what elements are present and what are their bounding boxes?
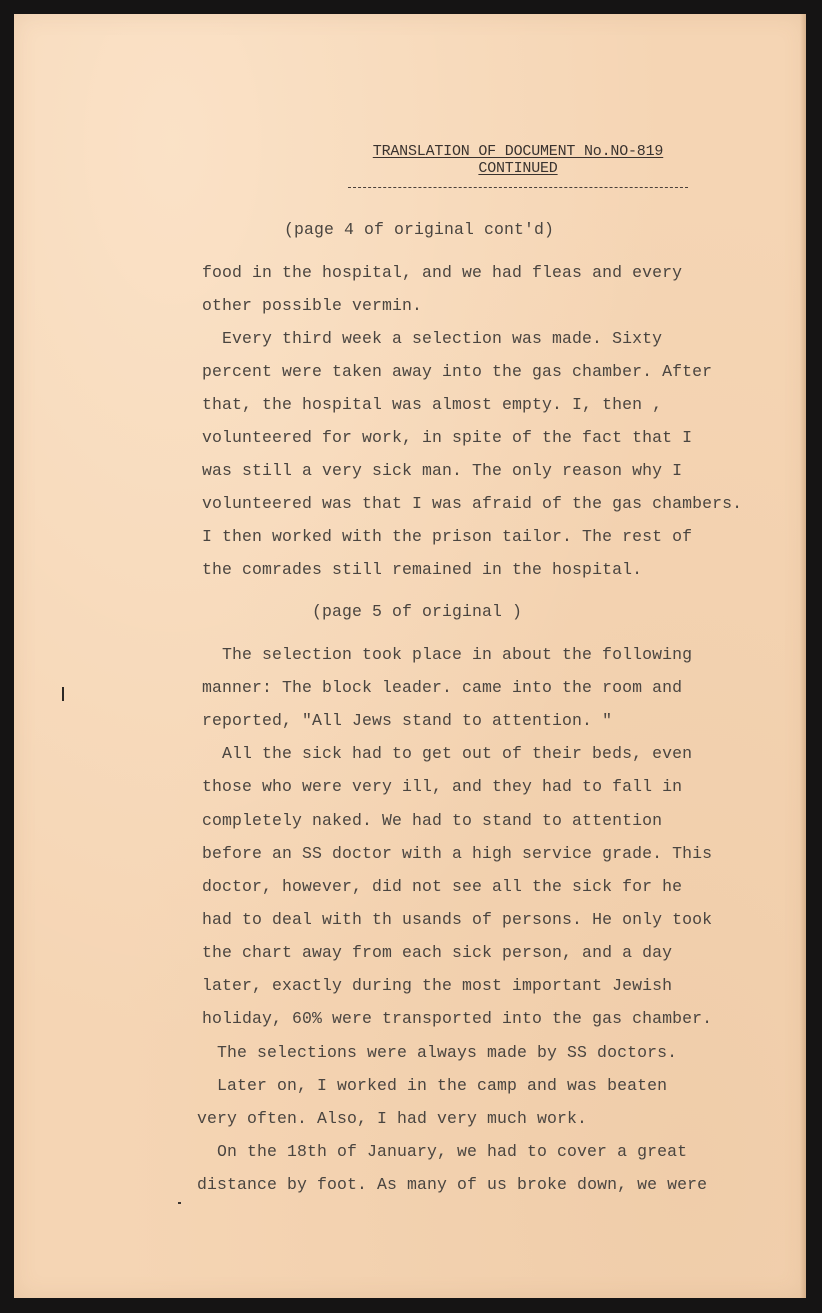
text-line: later, exactly during the most important Jewish — [202, 976, 673, 995]
text-line: Later on, I worked in the camp and was beaten — [217, 1076, 668, 1095]
text-line: volunteered was that I was afraid of the gas chambers. — [202, 494, 743, 513]
text-line: The selection took place in about the following — [222, 645, 693, 664]
text-line: volunteered for work, in spite of the fact that I — [202, 428, 693, 447]
text-line: On the 18th of January, we had to cover a great — [217, 1142, 688, 1161]
text-line: food in the hospital, and we had fleas and every — [202, 263, 683, 282]
text-line: All the sick had to get out of their beds, even — [222, 744, 693, 763]
text-line: completely naked. We had to stand to attention — [202, 811, 663, 830]
text-line: distance by foot. As many of us broke down, we were — [197, 1175, 708, 1194]
text-line: percent were taken away into the gas chamber. After — [202, 362, 713, 381]
text-line: The selections were always made by SS doctors. — [217, 1043, 678, 1062]
text-line: manner: The block leader. came into the room and — [202, 678, 683, 697]
text-line: that, the hospital was almost empty. I, then , — [202, 395, 663, 414]
text-line: holiday, 60% were transported into the gas chamber. — [202, 1009, 713, 1028]
document-header — [348, 143, 688, 177]
text-line: had to deal with th usands of persons. He only took — [202, 910, 713, 929]
text-line: the comrades still remained in the hospital. — [202, 560, 643, 579]
header-subtitle: CONTINUED — [478, 160, 558, 177]
header-rule — [348, 187, 688, 188]
page-marker: (page 4 of original cont'd) — [284, 220, 555, 239]
text-line: doctor, however, did not see all the sick for he — [202, 877, 683, 896]
text-line: I then worked with the prison tailor. The rest of — [202, 527, 693, 546]
text-line: those who were very ill, and they had to fall in — [202, 777, 683, 796]
text-line: was still a very sick man. The only reason why I — [202, 461, 683, 480]
text-line: the chart away from each sick person, and a day — [202, 943, 673, 962]
header-title: TRANSLATION OF DOCUMENT No.NO-819 — [372, 143, 664, 160]
paper-edge — [800, 14, 806, 1298]
text-line: before an SS doctor with a high service grade. This — [202, 844, 713, 863]
text-line: other possible vermin. — [202, 296, 423, 315]
ink-speck — [178, 1202, 181, 1204]
page-marker: (page 5 of original ) — [312, 602, 523, 621]
text-line: Every third week a selection was made. Sixty — [222, 329, 663, 348]
text-line: very often. Also, I had very much work. — [197, 1109, 588, 1128]
margin-mark — [62, 687, 64, 701]
text-line: reported, "All Jews stand to attention. " — [202, 711, 613, 730]
